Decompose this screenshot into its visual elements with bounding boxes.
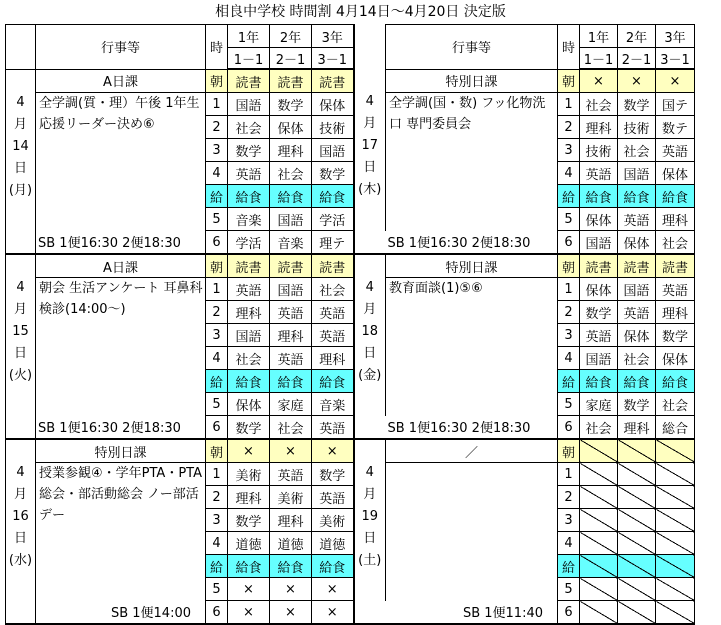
header-class: 3－1: [312, 48, 354, 70]
subject-cell: 社会: [656, 231, 695, 255]
period-label: 給: [558, 185, 580, 208]
subject-cell: 数学: [270, 93, 312, 116]
subject-cell: 学活: [312, 208, 354, 231]
header-class: 3－1: [656, 48, 695, 70]
subject-cell: 国語: [618, 278, 656, 301]
subject-cell: 家庭: [580, 393, 618, 416]
header-grade: 2年: [618, 25, 656, 48]
subject-cell: 社会: [228, 116, 270, 139]
period-label: 朝: [558, 439, 580, 463]
subject-cell: [656, 509, 695, 532]
subject-cell: [580, 486, 618, 509]
events-note: 教育面談(1)⑤⑥: [386, 278, 558, 416]
subject-cell: [618, 486, 656, 509]
subject-cell: 数学: [580, 301, 618, 324]
date-char: 18: [361, 324, 379, 339]
subject-cell: [580, 555, 618, 578]
bus-schedule: SB 1便11:40: [386, 601, 558, 625]
subject-cell: 理科: [312, 347, 354, 370]
subject-cell: [656, 439, 695, 463]
schedule-type: 特別日課: [386, 254, 558, 278]
date-column: [6, 439, 36, 624]
schedule-type: 特別日課: [36, 439, 206, 463]
date-column: [354, 254, 386, 439]
subject-cell: 読書: [228, 69, 270, 93]
date-char: 日: [363, 160, 377, 175]
subject-cell: 数学: [618, 93, 656, 116]
date-char: 4: [365, 94, 374, 109]
period-label: 6: [206, 601, 228, 625]
header-class: 1－1: [228, 48, 270, 70]
subject-cell: [656, 555, 695, 578]
period-label: 4: [558, 347, 580, 370]
period-label: 6: [558, 416, 580, 440]
subject-cell: 理科: [228, 301, 270, 324]
date-char: (月): [8, 182, 33, 198]
period-label: 1: [206, 463, 228, 486]
bus-schedule: SB 1便16:30 2便18:30: [36, 231, 206, 255]
header-period: 時: [206, 25, 228, 70]
subject-cell: 理科: [580, 116, 618, 139]
subject-cell: 保体: [270, 116, 312, 139]
events-note: 授業参観④・学年PTA・PTA総会・部活動総会 ノー部活デー: [36, 463, 206, 601]
subject-cell: 数学: [656, 324, 695, 347]
period-label: 朝: [558, 69, 580, 93]
subject-cell: [618, 439, 656, 463]
period-label: 3: [206, 139, 228, 162]
subject-cell: ×: [312, 601, 354, 625]
subject-cell: 理科: [270, 509, 312, 532]
period-label: 1: [206, 93, 228, 116]
subject-cell: 英語: [270, 301, 312, 324]
subject-cell: [580, 439, 618, 463]
header-class: 2－1: [270, 48, 312, 70]
subject-cell: [580, 509, 618, 532]
date-char: 14: [12, 138, 29, 154]
header-blank: [6, 25, 36, 70]
header-grade: 2年: [270, 25, 312, 48]
date-column: [354, 69, 386, 254]
subject-cell: 保体: [618, 231, 656, 255]
period-label: 2: [206, 116, 228, 139]
subject-cell: 社会: [618, 139, 656, 162]
date-char: 4: [365, 280, 374, 295]
subject-cell: 国語: [228, 324, 270, 347]
date-column: [354, 439, 386, 624]
subject-cell: 読書: [228, 254, 270, 278]
period-label: 朝: [206, 254, 228, 278]
subject-cell: 美術: [312, 509, 354, 532]
subject-cell: [618, 555, 656, 578]
date-char: 月: [13, 116, 27, 132]
subject-cell: 給食: [228, 185, 270, 208]
period-label: 6: [206, 416, 228, 440]
subject-cell: 給食: [312, 370, 354, 393]
subject-cell: 保体: [312, 93, 354, 116]
header-class: 1－1: [580, 48, 618, 70]
subject-cell: 理科: [656, 208, 695, 231]
subject-cell: 道徳: [228, 532, 270, 555]
date-char: (金): [358, 368, 382, 383]
subject-cell: 英語: [618, 208, 656, 231]
date-char: (木): [358, 182, 382, 197]
header-period: 時: [558, 25, 580, 70]
subject-cell: 英語: [580, 162, 618, 185]
period-label: 2: [558, 116, 580, 139]
subject-cell: 道徳: [312, 532, 354, 555]
period-label: 5: [558, 393, 580, 416]
period-label: 5: [206, 393, 228, 416]
subject-cell: 道徳: [270, 532, 312, 555]
period-label: 3: [558, 139, 580, 162]
subject-cell: [618, 578, 656, 601]
subject-cell: 英語: [228, 162, 270, 185]
subject-cell: [618, 463, 656, 486]
period-label: 1: [558, 278, 580, 301]
bus-schedule: SB 1便16:30 2便18:30: [36, 416, 206, 440]
subject-cell: 給食: [312, 185, 354, 208]
subject-cell: 保体: [656, 162, 695, 185]
events-note: 朝会 生活アンケート 耳鼻科検診(14:00〜): [36, 278, 206, 416]
subject-cell: [656, 578, 695, 601]
subject-cell: 数学: [312, 463, 354, 486]
period-label: 給: [206, 370, 228, 393]
subject-cell: 保体: [228, 393, 270, 416]
period-label: 5: [206, 208, 228, 231]
subject-cell: [618, 509, 656, 532]
subject-cell: 英語: [228, 278, 270, 301]
schedule-type: A日課: [36, 254, 206, 278]
subject-cell: 社会: [270, 162, 312, 185]
subject-cell: 給食: [270, 555, 312, 578]
subject-cell: ×: [270, 601, 312, 625]
header-grade: 1年: [580, 25, 618, 48]
date-char: (火): [8, 368, 33, 383]
subject-cell: 数学: [618, 393, 656, 416]
date-column: [6, 254, 36, 439]
date-char: 4: [16, 94, 25, 110]
bus-schedule: SB 1便16:30 2便18:30: [386, 231, 558, 255]
date-char: 日: [13, 160, 27, 176]
subject-cell: 読書: [270, 69, 312, 93]
subject-cell: 読書: [656, 254, 695, 278]
subject-cell: 英語: [312, 486, 354, 509]
period-label: 朝: [206, 69, 228, 93]
header-grade: 3年: [312, 25, 354, 48]
subject-cell: 英語: [312, 324, 354, 347]
date-char: 月: [13, 302, 27, 317]
events-note: 全学調(国・数) フッ化物洗口 専門委員会: [386, 93, 558, 231]
subject-cell: 給食: [618, 185, 656, 208]
bus-schedule: SB 1便14:00: [36, 601, 206, 625]
subject-cell: 国語: [270, 208, 312, 231]
period-label: 2: [558, 301, 580, 324]
date-char: 日: [363, 346, 377, 361]
date-column: [6, 69, 36, 254]
events-note: 全学調(質・理）午後 1年生応援リーダー決め⑥: [36, 93, 206, 231]
period-label: 2: [206, 486, 228, 509]
subject-cell: 英語: [270, 347, 312, 370]
subject-cell: 給食: [618, 370, 656, 393]
subject-cell: ×: [228, 601, 270, 625]
period-label: 6: [558, 601, 580, 625]
schedule-type: A日課: [36, 69, 206, 93]
subject-cell: 数テ: [656, 116, 695, 139]
header-class: 2－1: [618, 48, 656, 70]
subject-cell: 国語: [270, 278, 312, 301]
period-label: 給: [206, 185, 228, 208]
period-label: 3: [206, 324, 228, 347]
subject-cell: ×: [228, 439, 270, 463]
subject-cell: 給食: [580, 370, 618, 393]
subject-cell: ×: [228, 578, 270, 601]
date-char: 日: [13, 531, 27, 546]
period-label: 5: [558, 208, 580, 231]
date-char: 月: [363, 302, 377, 317]
date-char: 19: [361, 509, 379, 524]
subject-cell: [656, 486, 695, 509]
subject-cell: 国テ: [656, 93, 695, 116]
subject-cell: [580, 532, 618, 555]
subject-cell: 理科: [618, 416, 656, 440]
subject-cell: ×: [312, 578, 354, 601]
subject-cell: 社会: [228, 347, 270, 370]
period-label: 4: [558, 532, 580, 555]
schedule-type: ／: [386, 439, 558, 463]
date-char: 15: [12, 324, 29, 339]
subject-cell: 技術: [580, 139, 618, 162]
subject-cell: 数学: [228, 416, 270, 440]
subject-cell: 保体: [618, 324, 656, 347]
date-char: 4: [16, 280, 25, 295]
events-note: [386, 463, 558, 601]
period-label: 1: [558, 93, 580, 116]
date-char: (土): [358, 553, 382, 568]
date-char: 月: [13, 487, 27, 502]
subject-cell: 国語: [312, 139, 354, 162]
subject-cell: 理科: [270, 139, 312, 162]
period-label: 2: [206, 301, 228, 324]
subject-cell: 美術: [228, 463, 270, 486]
subject-cell: 理科: [228, 486, 270, 509]
subject-cell: 給食: [228, 370, 270, 393]
subject-cell: [580, 463, 618, 486]
date-char: 4: [365, 465, 374, 480]
subject-cell: 英語: [312, 301, 354, 324]
subject-cell: 社会: [312, 278, 354, 301]
subject-cell: 給食: [270, 185, 312, 208]
subject-cell: 英語: [656, 139, 695, 162]
date-char: (水): [8, 553, 33, 568]
subject-cell: 家庭: [270, 393, 312, 416]
period-label: 4: [206, 532, 228, 555]
date-char: 月: [363, 487, 377, 502]
subject-cell: 数学: [312, 162, 354, 185]
subject-cell: 数学: [228, 509, 270, 532]
period-label: 1: [558, 463, 580, 486]
period-label: 6: [206, 231, 228, 255]
date-char: 日: [363, 531, 377, 546]
schedule-type: 特別日課: [386, 69, 558, 93]
subject-cell: 数学: [228, 139, 270, 162]
date-char: 17: [361, 138, 379, 153]
period-label: 朝: [206, 439, 228, 463]
subject-cell: 給食: [228, 555, 270, 578]
subject-cell: 読書: [618, 254, 656, 278]
period-label: 2: [558, 486, 580, 509]
period-label: 4: [206, 162, 228, 185]
header-events: 行事等: [36, 25, 206, 70]
subject-cell: 技術: [618, 116, 656, 139]
subject-cell: 社会: [580, 416, 618, 440]
subject-cell: [580, 601, 618, 625]
subject-cell: 社会: [618, 347, 656, 370]
subject-cell: 技術: [312, 116, 354, 139]
header-events: 行事等: [386, 25, 558, 70]
subject-cell: 英語: [580, 324, 618, 347]
period-label: 給: [558, 555, 580, 578]
subject-cell: 国語: [580, 231, 618, 255]
subject-cell: ×: [312, 439, 354, 463]
subject-cell: 給食: [580, 185, 618, 208]
subject-cell: 国語: [228, 93, 270, 116]
page-title: 相良中学校 時間割 4月14日〜4月20日 決定版: [215, 4, 506, 20]
subject-cell: 英語: [270, 463, 312, 486]
subject-cell: 保体: [656, 347, 695, 370]
subject-cell: 社会: [270, 416, 312, 440]
period-label: 3: [558, 324, 580, 347]
timetable-grid: [5, 24, 695, 625]
subject-cell: 国語: [580, 347, 618, 370]
subject-cell: ×: [618, 69, 656, 93]
subject-cell: 国語: [618, 162, 656, 185]
date-char: 4: [16, 465, 25, 480]
period-label: 1: [206, 278, 228, 301]
subject-cell: [656, 601, 695, 625]
period-label: 給: [206, 555, 228, 578]
header-grade: 1年: [228, 25, 270, 48]
date-char: 日: [13, 346, 27, 361]
subject-cell: 給食: [656, 370, 695, 393]
subject-cell: ×: [580, 69, 618, 93]
period-label: 3: [206, 509, 228, 532]
subject-cell: 英語: [656, 278, 695, 301]
subject-cell: 保体: [580, 208, 618, 231]
period-label: 6: [558, 231, 580, 255]
subject-cell: [656, 463, 695, 486]
subject-cell: [618, 601, 656, 625]
subject-cell: ×: [656, 69, 695, 93]
subject-cell: [656, 532, 695, 555]
subject-cell: 英語: [312, 416, 354, 440]
subject-cell: ×: [270, 578, 312, 601]
period-label: 4: [558, 162, 580, 185]
period-label: 5: [558, 578, 580, 601]
subject-cell: 保体: [580, 278, 618, 301]
subject-cell: [618, 532, 656, 555]
subject-cell: 音楽: [228, 208, 270, 231]
bus-schedule: SB 1便16:30 2便18:30: [386, 416, 558, 440]
subject-cell: 音楽: [270, 231, 312, 255]
subject-cell: 総合: [656, 416, 695, 440]
subject-cell: 給食: [656, 185, 695, 208]
subject-cell: 理科: [270, 324, 312, 347]
subject-cell: 社会: [656, 393, 695, 416]
subject-cell: [580, 578, 618, 601]
subject-cell: 給食: [312, 555, 354, 578]
subject-cell: ×: [270, 439, 312, 463]
period-label: 朝: [558, 254, 580, 278]
subject-cell: 読書: [312, 254, 354, 278]
header-grade: 3年: [656, 25, 695, 48]
subject-cell: 理テ: [312, 231, 354, 255]
subject-cell: 読書: [312, 69, 354, 93]
period-label: 4: [206, 347, 228, 370]
subject-cell: 社会: [580, 93, 618, 116]
date-char: 月: [363, 116, 377, 131]
period-label: 給: [558, 370, 580, 393]
subject-cell: 英語: [618, 301, 656, 324]
subject-cell: 学活: [228, 231, 270, 255]
subject-cell: 音楽: [312, 393, 354, 416]
subject-cell: 読書: [580, 254, 618, 278]
period-label: 3: [558, 509, 580, 532]
subject-cell: 読書: [270, 254, 312, 278]
subject-cell: 美術: [270, 486, 312, 509]
period-label: 5: [206, 578, 228, 601]
header-blank: [354, 25, 386, 70]
subject-cell: 給食: [270, 370, 312, 393]
subject-cell: 理科: [656, 301, 695, 324]
date-char: 16: [12, 509, 29, 524]
